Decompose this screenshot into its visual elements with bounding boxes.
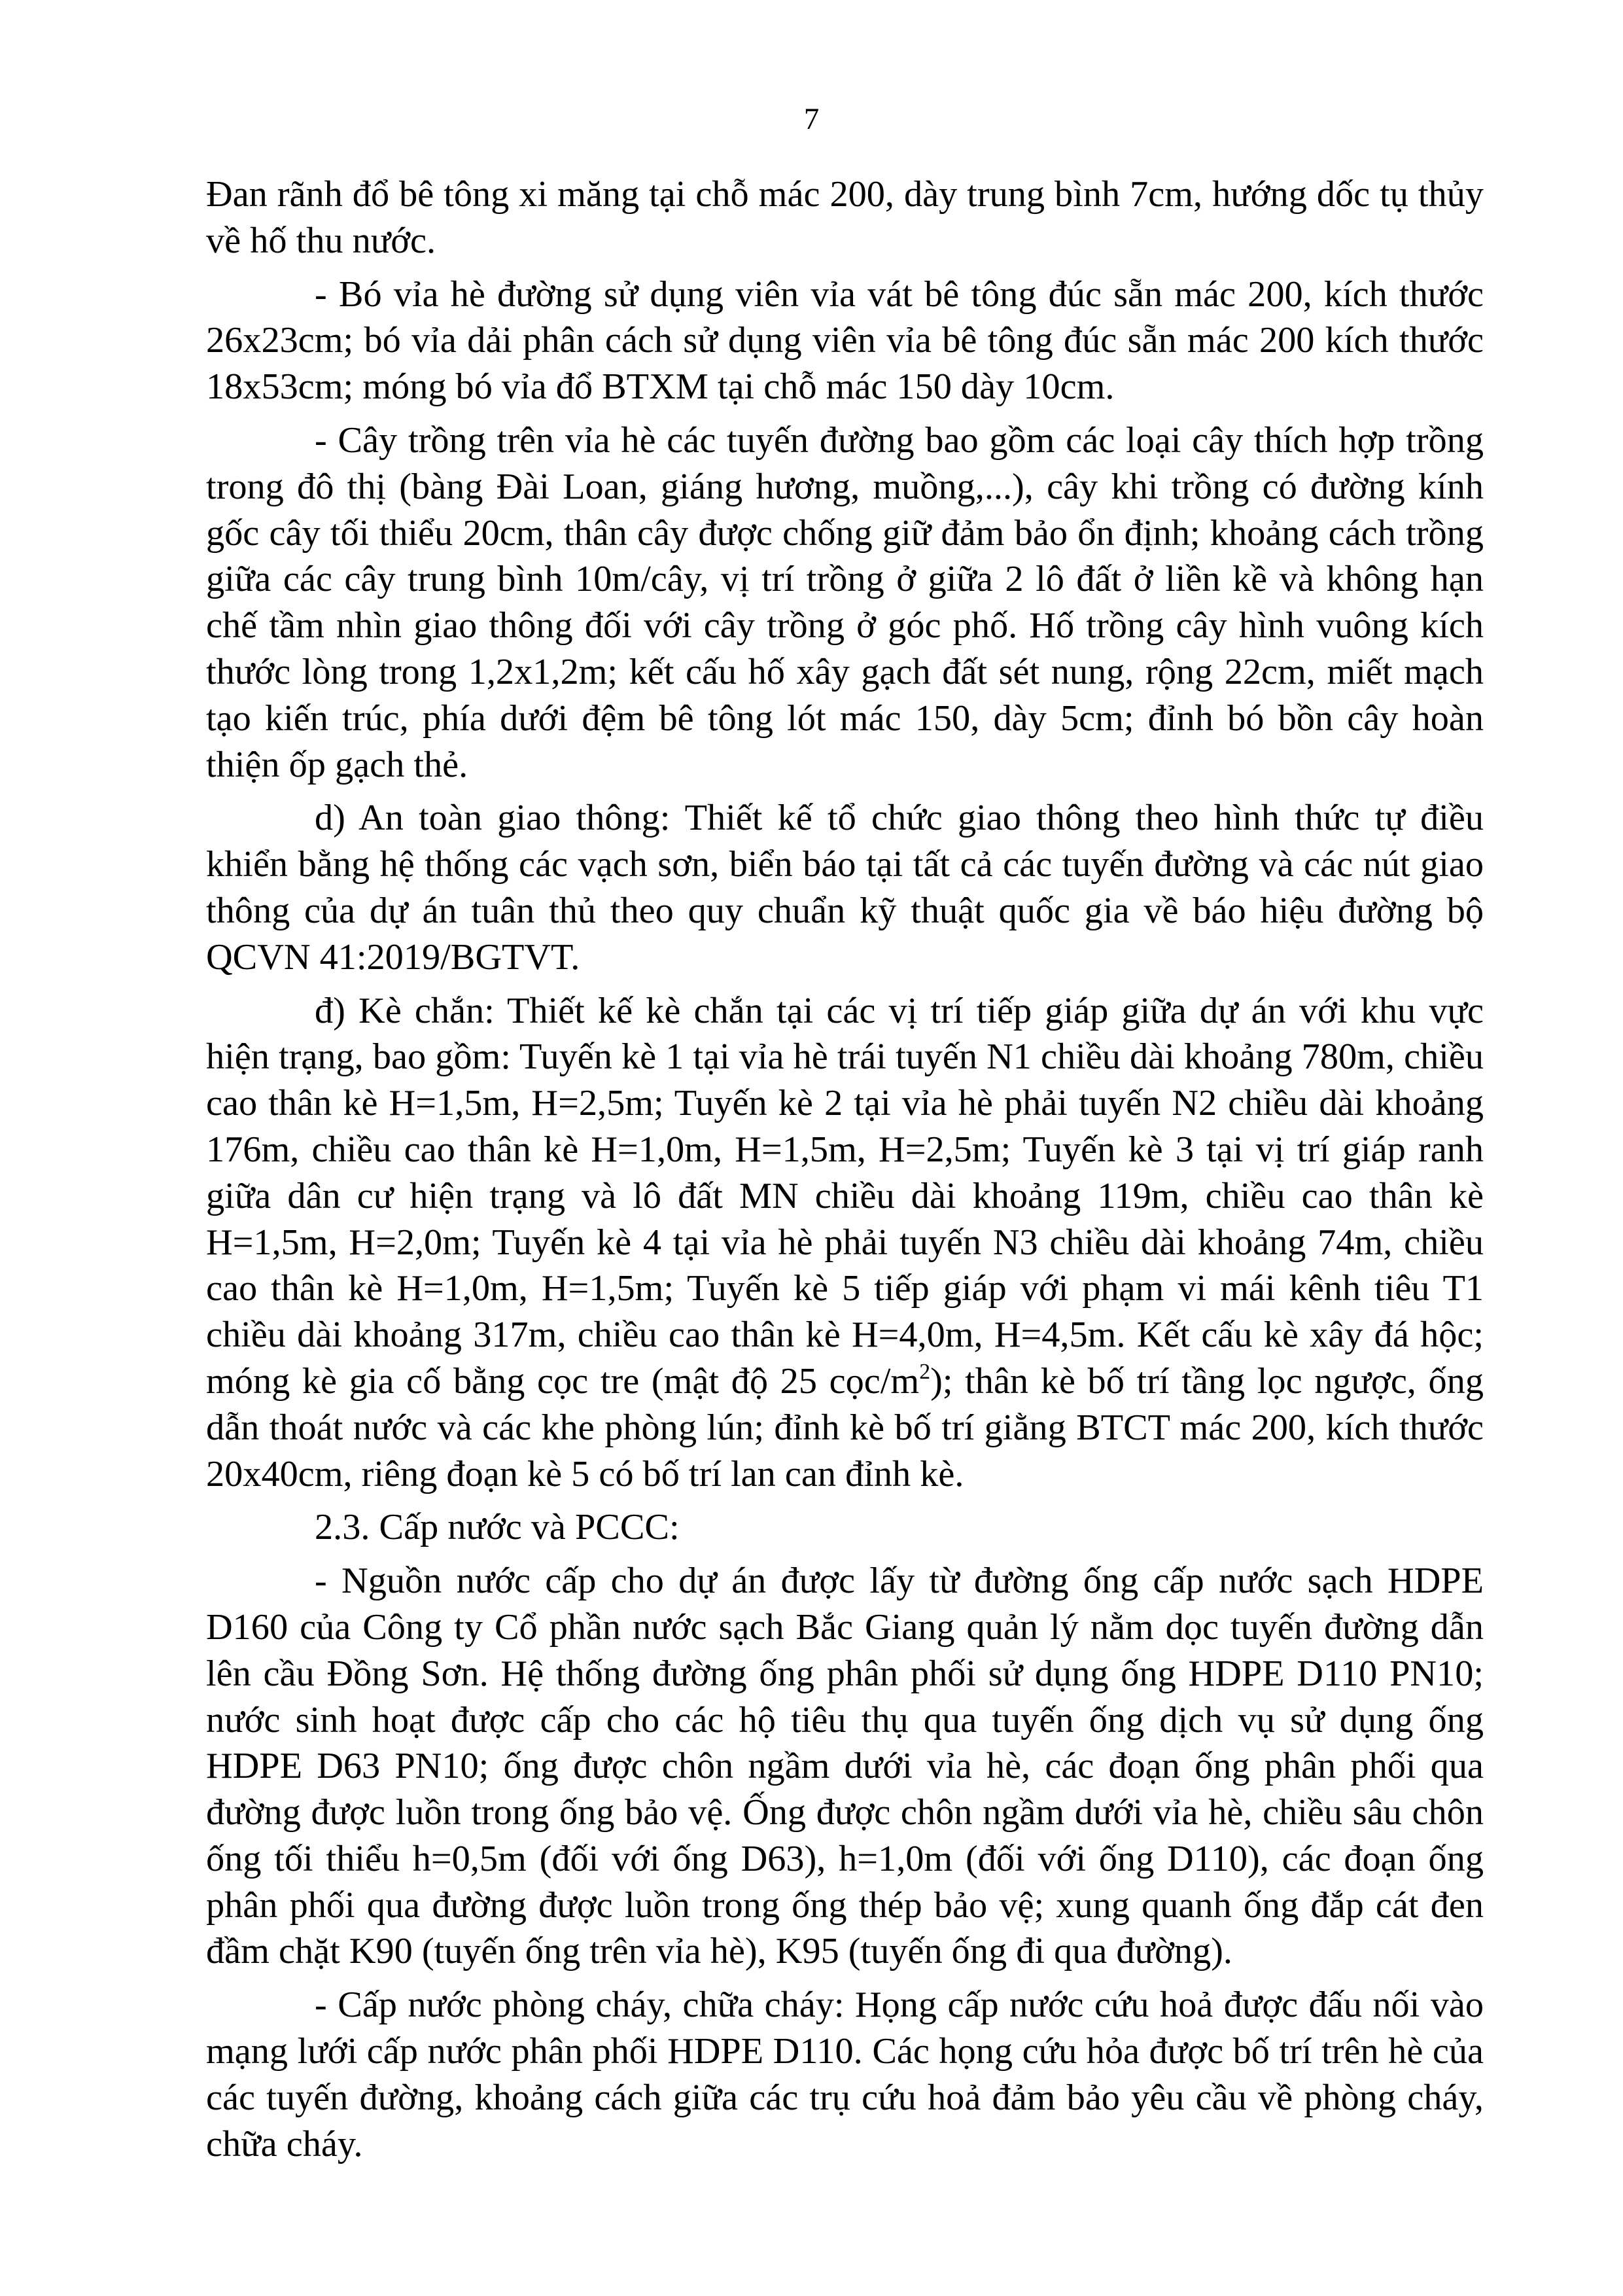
retaining-wall-text-part2: ); thân kè bố trí tầng lọc ngược, ống dẫn thoát nước và các khe phòng lún; đỉnh kè bố trí giằng BTCT mác 200, kích thước 20x40cm, riêng đoạn kè 5 có bố trí lan can đỉnh kè. [206, 1360, 1484, 1494]
paragraph-curb: - Bó vỉa hè đường sử dụng viên vỉa vát bê tông đúc sẵn mác 200, kích thước 26x23cm; bó vỉa dải phân cách sử dụng viên vỉa bê tông đúc sẵn mác 200 kích thước 18x53cm; móng bó vỉa đổ BTXM tại chỗ mác 150 dày 10cm. [206, 274, 1484, 408]
paragraph-fire-water: - Cấp nước phòng cháy, chữa cháy: Họng cấp nước cứu hoả được đấu nối vào mạng lưới cấp nước phân phối HDPE D110. Các họng cứu hỏa được bố trí trên hè của các tuyến đường, khoảng cách giữa các trụ cứu hoả đảm bảo yêu cầu về phòng cháy, chữa cháy. [206, 1985, 1484, 2164]
paragraph-retaining-wall [206, 988, 1484, 1498]
retaining-wall-text-part1: đ) Kè chắn: Thiết kế kè chắn tại các vị trí tiếp giáp giữa dự án với khu vực hiện trạng, bao gồm: Tuyến kè 1 tại vỉa hè trái tuyến N1 chiều dài khoảng 780m, chiều cao thân kè H=1,5m, H=2,5m; Tuyến kè 2 tại vỉa hè phải tuyến N2 chiều dài khoảng 176m, chiều cao thân kè H=1,0m, H=1,5m, H=2,5m; Tuyến kè 3 tại vị trí giáp ranh giữa dân cư hiện trạng và lô đất MN chiều dài khoảng 119m, chiều cao thân kè H=1,5m, H=2,0m; Tuyến kè 4 tại vỉa hè phải tuyến N3 chiều dài khoảng 74m, chiều cao thân kè H=1,0m, H=1,5m; Tuyến kè 5 tiếp giáp với phạm vi mái kênh tiêu T1 chiều dài khoảng 317m, chiều cao thân kè H=4,0m, H=4,5m. Kết cấu kè xây đá hộc; móng kè gia cố bằng cọc tre (mật độ 25 cọc/m [206, 990, 1484, 1402]
paragraph-drainage-ditch: Đan rãnh đổ bê tông xi măng tại chỗ mác 200, dày trung bình 7cm, hướng dốc tụ thủy về hố thu nước. [206, 174, 1484, 261]
page-number: 7 [803, 102, 820, 136]
superscript-square: 2 [919, 1359, 931, 1384]
paragraph-water-source: - Nguồn nước cấp cho dự án được lấy từ đường ống cấp nước sạch HDPE D160 của Công ty Cổ phần nước sạch Bắc Giang quản lý nằm dọc tuyến đường dẫn lên cầu Đồng Sơn. Hệ thống đường ống phân phối sử dụng ống HDPE D110 PN10; nước sinh hoạt được cấp cho các hộ tiêu thụ qua tuyến ống dịch vụ sử dụng ống HDPE D63 PN10; ống được chôn ngầm dưới vỉa hè, các đoạn ống phân phối qua đường được luồn trong ống bảo vệ. Ống được chôn ngầm dưới vỉa hè, chiều sâu chôn ống tối thiểu h=0,5m (đối với ống D63), h=1,0m (đối với ống D110), các đoạn ống phân phối qua đường được luồn trong ống thép bảo vệ; xung quanh ống đắp cát đen đầm chặt K90 (tuyến ống trên vỉa hè), K95 (tuyến ống đi qua đường). [206, 1561, 1484, 1972]
paragraph-traffic-safety: d) An toàn giao thông: Thiết kế tổ chức giao thông theo hình thức tự điều khiển bằng hệ thống các vạch sơn, biển báo tại tất cả các tuyến đường và các nút giao thông của dự án tuân thủ theo quy chuẩn kỹ thuật quốc gia về báo hiệu đường bộ QCVN 41:2019/BGTVT. [206, 798, 1484, 978]
paragraph-trees: - Cây trồng trên vỉa hè các tuyến đường bao gồm các loại cây thích hợp trồng trong đô thị (bàng Đài Loan, giáng hương, muồng,...), cây khi trồng có đường kính gốc cây tối thiểu 20cm, thân cây được chống giữ đảm bảo ổn định; khoảng cách trồng giữa các cây trung bình 10m/cây, vị trí trồng ở giữa 2 lô đất ở liền kề và không hạn chế tầm nhìn giao thông đối với cây trồng ở góc phố. Hố trồng cây hình vuông kích thước lòng trong 1,2x1,2m; kết cấu hố xây gạch đất sét nung, rộng 22cm, miết mạch tạo kiến trúc, phía dưới đệm bê tông lót mác 150, dày 5cm; đỉnh bó bồn cây hoàn thiện ốp gạch thẻ. [206, 419, 1484, 785]
section-heading-water-supply: 2.3. Cấp nước và PCCC: [315, 1507, 680, 1548]
document-body [206, 171, 1484, 2167]
